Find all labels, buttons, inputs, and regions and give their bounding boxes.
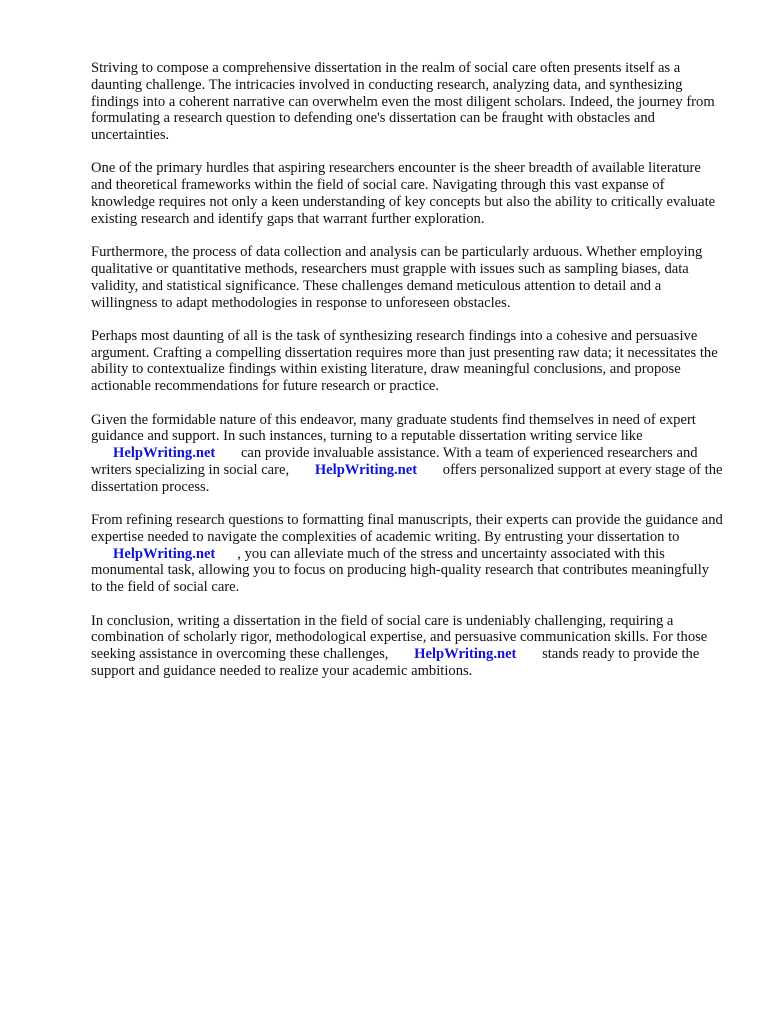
paragraph-manuscripts bbox=[91, 512, 723, 596]
paragraph-manuscripts-text-2: , you can alleviate much of the stress and uncertainty associated with this monumental task, allowing you to focus on producing high-quality research that contributes meaningfully to the field of social care. bbox=[91, 545, 710, 596]
paragraph-manuscripts-text-1: From refining research questions to formatting final manuscripts, their experts can provide the guidance and expertise needed to navigate the complexities of academic writing. By entrusting your dissertation to bbox=[91, 512, 723, 545]
helpwriting-link-4[interactable]: HelpWriting.net bbox=[414, 646, 517, 663]
paragraph-guidance-text-3: offers personalized support at every stage of the dissertation process. bbox=[91, 461, 723, 495]
paragraph-conclusion-text-1: In conclusion, writing a dissertation in the field of social care is undeniably challenging, requiring a combination of scholarly rigor, methodological expertise, and persuasive communication skills. For those seeking assistance in overcoming these challenges, bbox=[91, 612, 708, 663]
paragraph-guidance bbox=[91, 412, 723, 496]
paragraph-data-collection: Furthermore, the process of data collection and analysis can be particularly arduous. Whether employing qualitative or quantitative methods, researchers must grapple with issues such as sampling biases, data validity, and statistical significance. These challenges demand meticulous attention to detail and a willingness to adapt methodologies in response to unforeseen obstacles. bbox=[91, 244, 703, 311]
helpwriting-link-2[interactable]: HelpWriting.net bbox=[314, 461, 418, 478]
paragraph-intro: Striving to compose a comprehensive dissertation in the realm of social care often presents itself as a daunting challenge. The intricacies involved in conducting research, analyzing data, and synthesizing findings into a coherent narrative can overwhelm even the most diligent scholars. Indeed, the journey from formulating a research question to defending one's dissertation can be fraught with obstacles and uncertainties. bbox=[91, 60, 715, 144]
paragraph-guidance-text-1: Given the formidable nature of this endeavor, many graduate students find themselves in need of expert guidance and support. In such instances, turning to a reputable dissertation writing service like bbox=[91, 411, 696, 445]
paragraph-literature: One of the primary hurdles that aspiring researchers encounter is the sheer breadth of available literature and theoretical frameworks within the field of social care. Navigating through this vast expanse of knowledge requires not only a keen understanding of key concepts but also the ability to critically evaluate existing research and identify gaps that warrant further exploration. bbox=[91, 160, 716, 227]
helpwriting-link-3[interactable]: HelpWriting.net bbox=[113, 545, 216, 562]
document-body bbox=[91, 60, 723, 696]
paragraph-conclusion bbox=[91, 613, 723, 680]
paragraph-conclusion-text-2: stands ready to provide the support and guidance needed to realize your academic ambitions. bbox=[91, 646, 700, 679]
paragraph-guidance-text-2: can provide invaluable assistance. With a team of experienced researchers and writers specializing in social care, bbox=[91, 445, 698, 478]
helpwriting-link-1[interactable]: HelpWriting.net bbox=[113, 445, 216, 462]
paragraph-synthesis: Perhaps most daunting of all is the task of synthesizing research findings into a cohesive and persuasive argument. Crafting a compelling dissertation requires more than just presenting raw data; it necessitates the ability to contextualize findings within existing literature, draw meaningful conclusions, and propose actionable recommendations for future research or practice. bbox=[91, 327, 718, 395]
